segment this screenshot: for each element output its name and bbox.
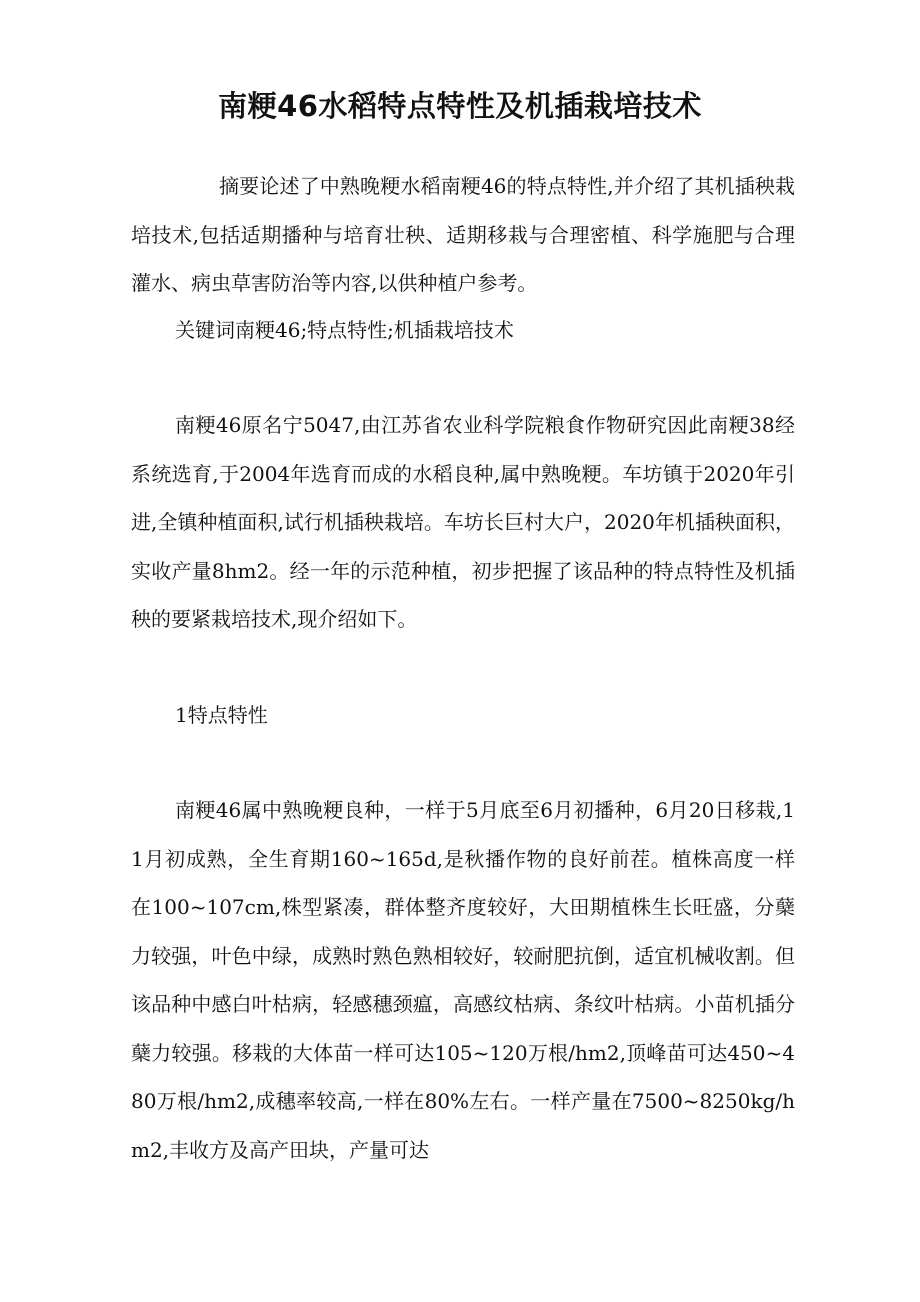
section-1-body: 南粳46属中熟晚粳良种，一样于5月底至6月初播种，6月20日移栽,11月初成熟，全生育期160~165d,是秋播作物的良好前茬。植株高度一样在100~107cm,株型紧凑，群体整齐度较好，大田期植株生长旺盛，分蘖力较强，叶色中绿，成熟时熟色熟相较好，较耐肥抗倒，适宜机械收割。但该品种中感白叶枯病，轻感穗颈瘟，高感纹枯病、条纹叶枯病。小苗机插分蘖力较强。移栽的大体苗一样可达105~120万根/hm2,顶峰苗可达450~480万根/hm2,成穗率较高,一样在80%左右。一样产量在7500~8250kg/hm2,丰收方及高产田块，产量可达 [131, 798, 795, 1162]
intro-paragraph: 南粳46原名宁5047,由江苏省农业科学院粮食作物研究因此南粳38经系统选育,于2004年选育而成的水稻良种,属中熟晚粳。车坊镇于2020年引进,全镇种植面积,试行机插秧栽培。车坊长巨村大户，2020年机插秧面积，实收产量8hm2。经一年的示范种植，初步把握了该品种的特点特性及机插秧的要紧栽培技术,现介绍如下。 [131, 413, 795, 631]
section-1-heading: 1特点特性 [175, 703, 268, 727]
keywords-paragraph: 关键词南粳46;特点特性;机插栽培技术 [175, 318, 514, 342]
abstract-paragraph: 摘要论述了中熟晚粳水稻南粳46的特点特性,并介绍了其机插秧栽培技术,包括适期播种与培育壮秧、适期移栽与合理密植、科学施肥与合理灌水、病虫草害防治等内容,以供种植户参考。 [131, 174, 795, 295]
document-title: 南粳46水稻特点特性及机插栽培技术 [218, 89, 702, 123]
